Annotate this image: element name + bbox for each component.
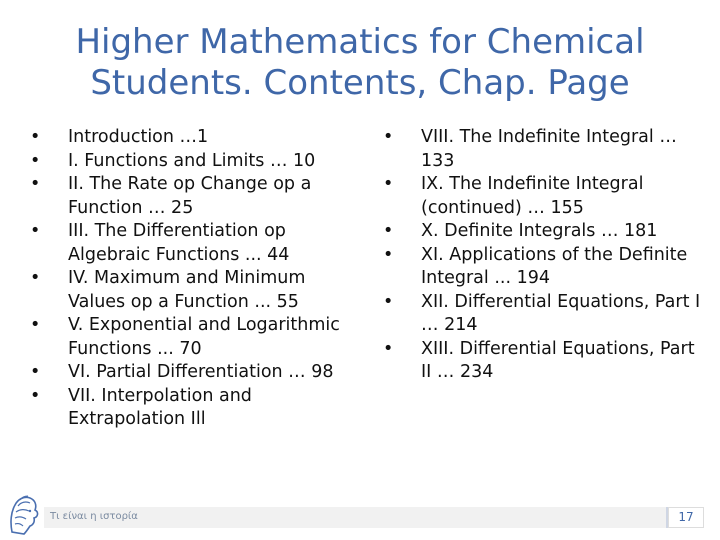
list-item (383, 338, 703, 385)
list-item-text: II. The Rate op Change op a Function … 25 (68, 174, 312, 218)
list-item-text: V. Exponential and Logarithmic Functions ... 70 (68, 315, 340, 359)
list-item-text: X. Definite Integrals … 181 (421, 221, 658, 241)
bullet: • (30, 150, 41, 171)
list-item (383, 244, 703, 291)
list-item (383, 173, 703, 220)
bullet: • (383, 338, 394, 359)
contents-list-right (383, 126, 703, 385)
list-item (383, 291, 703, 338)
list-item-text: Introduction …1 (68, 127, 209, 147)
list-item-text: VIII. The Indefinite Integral … 133 (421, 127, 677, 171)
list-item (30, 385, 360, 432)
bullet: • (30, 221, 41, 241)
bullet: • (30, 174, 41, 194)
list-item (30, 314, 360, 361)
list-item-text: IX. The Indefinite Integral (continued) … 155 (421, 174, 644, 218)
bullet: • (383, 174, 394, 194)
bullet: • (383, 127, 394, 147)
contents-list-left (30, 126, 360, 432)
list-item (30, 267, 360, 314)
list-item (383, 220, 703, 244)
slide-title: Higher Mathematics for Chemical Students. Contents, Chap. Page (75, 22, 645, 103)
footer-text: Τι είναι η ιστορία (50, 511, 138, 522)
list-item (30, 220, 360, 267)
list-item-text: III. The Differentiation op Algebraic Functions ... 44 (68, 221, 290, 265)
list-item-text: I. Functions and Limits … 10 (68, 150, 316, 171)
athena-head-logo-icon (6, 492, 40, 536)
bullet: • (383, 244, 394, 265)
bullet: • (30, 268, 41, 288)
list-item-text: IV. Maximum and Minimum Values op a Function ... 55 (68, 268, 306, 312)
list-item-text: XII. Differential Equations, Part I … 214 (421, 291, 701, 335)
list-item (383, 126, 703, 173)
list-item (30, 126, 360, 150)
bullet: • (30, 362, 41, 382)
list-item (30, 173, 360, 220)
list-item (30, 361, 360, 385)
bullet: • (30, 385, 41, 406)
list-item (30, 150, 360, 174)
bullet: • (30, 127, 41, 147)
bullet: • (383, 221, 394, 241)
list-item-text: VII. Interpolation and Extrapolation Ill (68, 385, 252, 429)
list-item-text: VI. Partial Differentiation … 98 (68, 362, 334, 382)
bullet: • (383, 291, 394, 312)
list-item-text: XI. Applications of the Definite Integral ... 194 (421, 244, 688, 288)
page-number: 17 (668, 507, 704, 528)
list-item-text: XIII. Differential Equations, Part II … 234 (421, 338, 695, 382)
bullet: • (30, 315, 41, 335)
footer-bar (44, 507, 704, 528)
